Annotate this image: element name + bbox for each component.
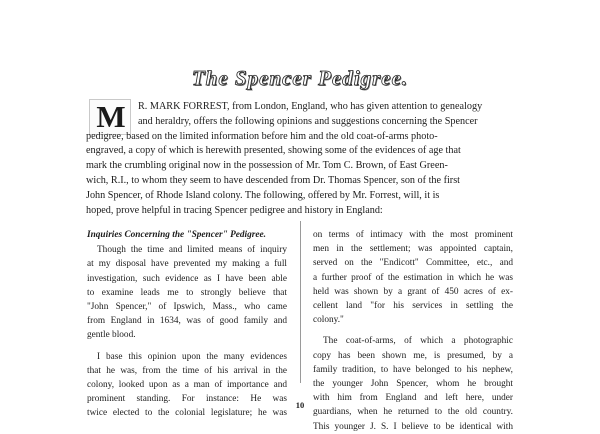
intro-line: John Spencer, of Rhode Island colony. The following, offered by Mr. Forrest, will, it is (86, 189, 440, 201)
body-line: gentle blood. (87, 330, 136, 341)
body-line: colony." (313, 315, 344, 326)
body-line: cellent land "for his services in settling the (313, 301, 513, 312)
intro-line: pedigree, based on the limited information before him and the old coat-of-arms photo- (86, 130, 438, 142)
body-line: Though the time and limited means of inquiry (97, 245, 287, 256)
body-line: to examine leads me to strongly believe that (87, 287, 287, 298)
intro-line: and heraldry, offers the following opinions and suggestions concerning the Spencer (138, 115, 478, 127)
column-divider (300, 221, 301, 383)
intro-line: mark the crumbling original now in the possession of Mr. Tom C. Brown, of East Green- (86, 160, 448, 172)
body-line: that he was, from the time of his arrival in the (87, 365, 287, 376)
body-line: the younger John Spencer, whom he brought (313, 379, 513, 390)
left-column (87, 228, 287, 421)
body-line: at my disposal have prevented my making a full (87, 259, 287, 270)
body-line: with him from England and left here, under (313, 393, 513, 404)
intro-line: wich, R.I., to whom they seem to have descended from Dr. Thomas Spencer, son of the first (86, 174, 460, 186)
drop-cap-initial: M (89, 99, 131, 135)
body-line: The coat-of-arms, of which a photographic (323, 336, 513, 347)
body-line: This younger J. S. I believe to be identical with (313, 421, 513, 432)
section-heading: Inquiries Concerning the "Spencer" Pedigree. (87, 230, 266, 240)
body-line: colony, looked upon as a man of importance and (87, 380, 287, 391)
page-title: The Spencer Pedigree. (191, 66, 409, 90)
intro-line: R. MARK FORREST, from London, England, who has given attention to genealogy (138, 101, 483, 112)
intro-paragraph (86, 100, 516, 218)
body-line: on terms of intimacy with the most prominent (313, 230, 513, 240)
paragraph-gap (87, 343, 287, 350)
paragraph-gap (313, 327, 513, 334)
intro-line: engraved, a copy of which is herewith presented, showing some of the evidences of age that (86, 145, 461, 157)
body-line: prominent standing. For instance: He was (87, 394, 287, 405)
body-line: served on the "Endicott" Committee, etc., and (313, 258, 513, 269)
body-line: "John Spencer," of Ipswich, Mass., who came (87, 302, 287, 313)
body-line: from England in 1634, was of good family and (87, 316, 287, 327)
body-line: men in the settlement; was appointed captain, (313, 244, 513, 255)
body-line: family tradition, to have belonged to his nephew, (313, 364, 513, 375)
page-number: 10 (295, 400, 305, 410)
body-line: guardians, when he returned to the old country. (313, 407, 513, 418)
body-line: a further proof of the estimation in which he was (313, 272, 513, 283)
body-line: investigation, such evidence as I have been able (87, 273, 287, 284)
body-line: twice elected to the colonial legislature; he was (87, 408, 287, 419)
body-line: I base this opinion upon the many evidences (97, 351, 287, 362)
body-line: held was shown by a grant of 450 acres of ex- (313, 286, 513, 297)
intro-line: hoped, prove helpful in tracing Spencer pedigree and history in England: (86, 204, 383, 216)
body-line: copy has been shown me, is presumed, by a (313, 350, 513, 361)
